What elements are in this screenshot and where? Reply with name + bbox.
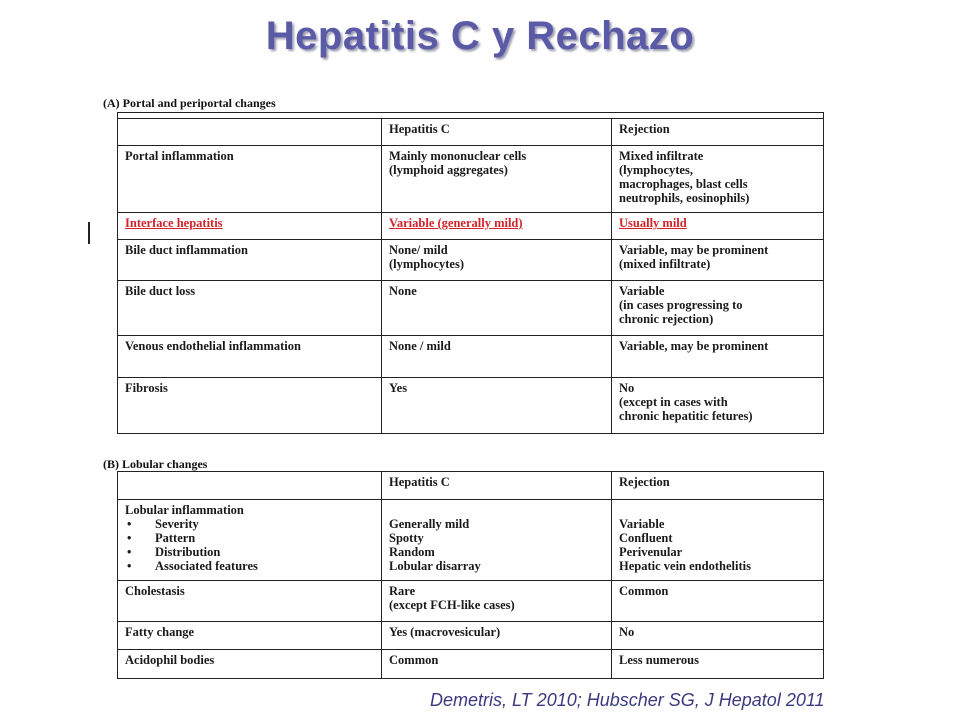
hcv-cell: Mainly mononuclear cells (lymphoid aggregates): [382, 146, 612, 213]
header-cell-feature: [118, 119, 382, 146]
list-item: • Associated features: [125, 559, 375, 573]
hcv-cell: Yes: [382, 378, 612, 434]
feature-cell: Fatty change: [118, 622, 382, 650]
lobular-bullet-list: [125, 517, 375, 573]
hcv-cell: Variable (generally mild): [382, 213, 612, 240]
list-item: • Pattern: [125, 531, 375, 545]
header-cell-rejection: Rejection: [612, 119, 824, 146]
lobular-feature-label: Lobular inflammation: [125, 503, 244, 517]
feature-cell: Bile duct inflammation: [118, 240, 382, 281]
section-a-heading: (A) Portal and periportal changes: [103, 96, 276, 110]
text-cursor: [88, 222, 90, 244]
feature-cell: Fibrosis: [118, 378, 382, 434]
rejection-cell: Less numerous: [612, 650, 824, 679]
feature-cell: Interface hepatitis: [118, 213, 382, 240]
table-row: [118, 378, 824, 434]
table-row: [118, 146, 824, 213]
rejection-cell: Variable, may be prominent: [612, 336, 824, 378]
rejection-cell: Common: [612, 581, 824, 622]
hcv-cell: Rare (except FCH-like cases): [382, 581, 612, 622]
rejection-cell: No: [612, 622, 824, 650]
table-row: [118, 336, 824, 378]
lobular-changes-table: [117, 471, 824, 679]
table-row: [118, 622, 824, 650]
section-b-heading: (B) Lobular changes: [103, 457, 208, 471]
header-cell-hcv: Hepatitis C: [382, 472, 612, 500]
header-cell-rejection: Rejection: [612, 472, 824, 500]
feature-cell: Cholestasis: [118, 581, 382, 622]
rejection-cell: Variable Confluent Perivenular Hepatic vein endothelitis: [612, 500, 824, 581]
slide-title: Hepatitis C y Rechazo: [265, 14, 695, 58]
header-cell-hcv: Hepatitis C: [382, 119, 612, 146]
feature-cell: Acidophil bodies: [118, 650, 382, 679]
list-item: • Severity: [125, 517, 375, 531]
table-row: [118, 581, 824, 622]
feature-cell: Portal inflammation: [118, 146, 382, 213]
rejection-cell: Variable (in cases progressing to chronic rejection): [612, 281, 824, 336]
list-item: • Distribution: [125, 545, 375, 559]
portal-changes-table: [117, 112, 824, 434]
hcv-cell: Common: [382, 650, 612, 679]
citation: Demetris, LT 2010; Hubscher SG, J Hepatol 2011: [430, 690, 825, 710]
table-row: [118, 281, 824, 336]
rejection-cell: Usually mild: [612, 213, 824, 240]
hcv-cell: None / mild: [382, 336, 612, 378]
hcv-cell: Generally mild Spotty Random Lobular disarray: [382, 500, 612, 581]
hcv-cell: None/ mild (lymphocytes): [382, 240, 612, 281]
table-header-row: [118, 472, 824, 500]
table-header-row: [118, 119, 824, 146]
table-row-highlighted: [118, 213, 824, 240]
table-row: [118, 240, 824, 281]
table-row: [118, 500, 824, 581]
table-row: [118, 650, 824, 679]
feature-cell: Venous endothelial inflammation: [118, 336, 382, 378]
rejection-cell: Mixed infiltrate (lymphocytes, macrophages, blast cells neutrophils, eosinophils): [612, 146, 824, 213]
feature-cell: Bile duct loss: [118, 281, 382, 336]
feature-cell: [118, 500, 382, 581]
rejection-cell: No (except in cases with chronic hepatitic fetures): [612, 378, 824, 434]
hcv-cell: Yes (macrovesicular): [382, 622, 612, 650]
hcv-cell: None: [382, 281, 612, 336]
rejection-cell: Variable, may be prominent (mixed infiltrate): [612, 240, 824, 281]
header-cell-feature: [118, 472, 382, 500]
